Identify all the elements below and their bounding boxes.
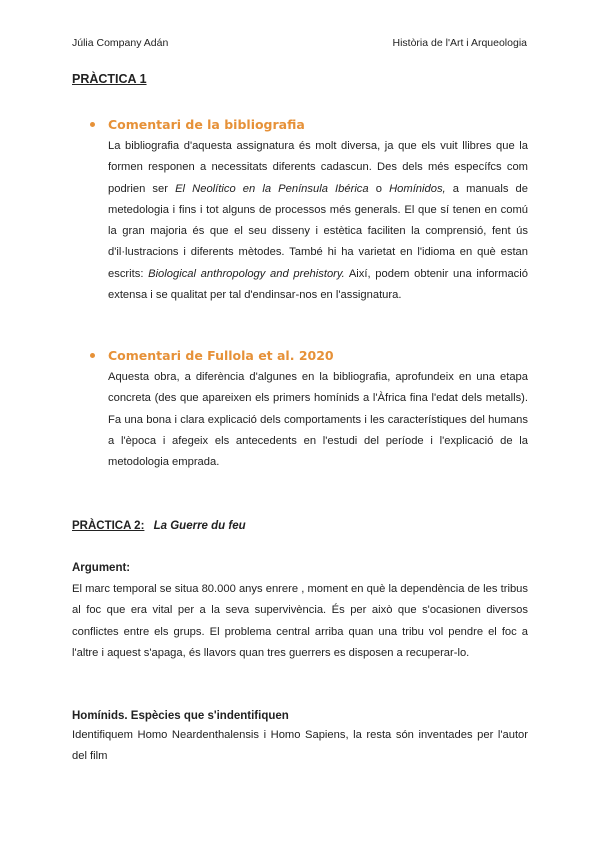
- bullet-title-text: Comentari de Fullola et al. 2020: [108, 348, 334, 363]
- header-course: Història de l'Art i Arqueologia: [392, 37, 527, 49]
- practica2-heading: [72, 520, 246, 532]
- book-title: Biological anthropology and prehistory.: [148, 267, 345, 280]
- practica1-heading: PRÀCTICA 1: [72, 72, 147, 86]
- bullet-title-fullola: [90, 348, 528, 363]
- bullet-paragraph-bibliografia: La bibliografia d'aquesta assignatura és molt diversa, ja que els vuit llibres que la formen responen a necessitats diferents cadascun. Des dels més específcs com podrien ser El Neolítico en la Península Ibérica o Homínidos, a manuals de metedologia i fins i tot alguns de processos més generals. El que sí tenen en comú la gran majoria és que el seu disseny i estètica faciliten la comprensió, fent ús d'il·lustracions i diferents mètodes. També hi ha varietat en l'idioma en què estan escrits: Biological anthropology and prehistory. Així, podem obtenir una informació extensa i se qualitat per tal d'endinsar-nos en l'assignatura.: [108, 140, 528, 302]
- book-title: El Neolítico en la Península Ibérica: [175, 182, 369, 195]
- bullet-title-text: Comentari de la bibliografia: [108, 117, 305, 132]
- book-title: Homínidos,: [389, 182, 446, 195]
- header-author: Júlia Company Adán: [72, 37, 169, 49]
- argument-heading: Argument:: [72, 562, 131, 574]
- argument-paragraph: El marc temporal se situa 80.000 anys enrere , moment en què la dependència de les tribus al foc que era vital per a la seva supervivència. És per això que s'ocasionen diversos conflictes entre els grups. El problema central arriba quan una tribu vol pendre el foc a l'altre i aquest s'apaga, és llavors quan tres guerrers es disposen a recuperar-lo.: [72, 583, 528, 659]
- bullet-title-bibliografia: [90, 117, 528, 132]
- bullet-bibliografia: [90, 117, 528, 306]
- practica2-label: PRÀCTICA 2:: [72, 520, 145, 532]
- bullet-fullola: [90, 348, 528, 473]
- bullet-dot-icon: [90, 353, 95, 358]
- film-title: La Guerre du feu: [153, 520, 246, 532]
- hominids-paragraph: Identifiquem Homo Neardenthalensis i Homo Sapiens, la resta són inventades per l'autor del film: [72, 729, 528, 763]
- bullet-paragraph-fullola: Aquesta obra, a diferència d'algunes en la bibliografia, aprofundeix en una etapa concreta (des que apareixen els primers homínids a l'Àfrica fina l'edat dels metalls). Fa una bona i clara explicació dels comportaments i les característiques del humans a l'època i afegeix els antecedents en l'estudi del període i l'explicació de la metodologia emprada.: [108, 371, 528, 469]
- bullet-dot-icon: [90, 122, 95, 127]
- hominids-heading: Homínids. Espècies que s'indentifiquen: [72, 710, 289, 722]
